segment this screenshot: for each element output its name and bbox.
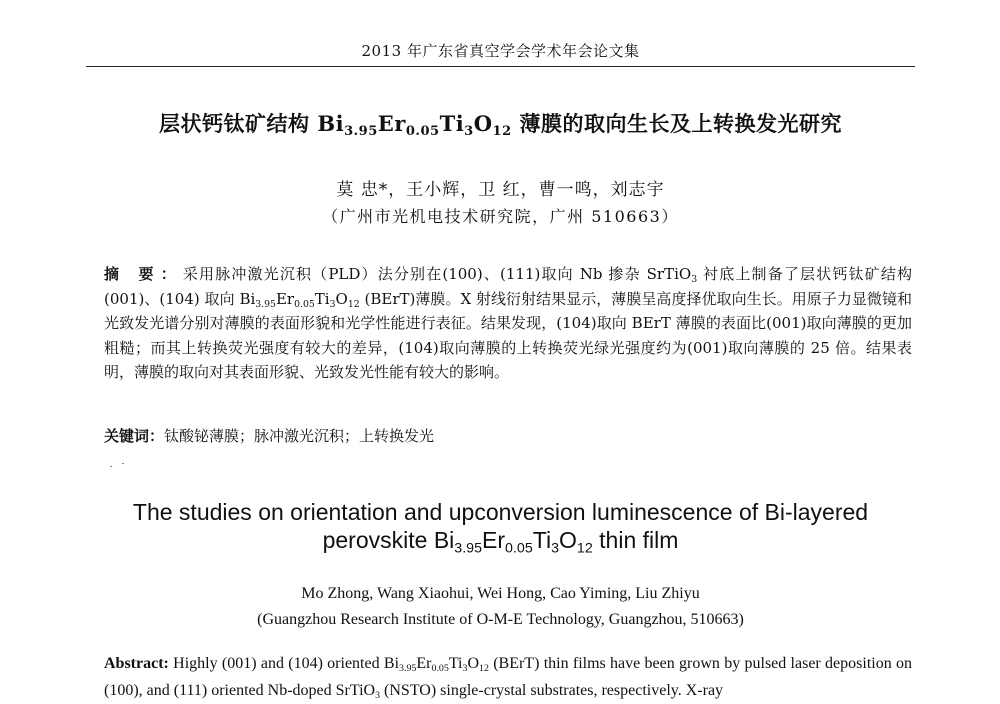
scan-speck [122, 463, 124, 464]
chinese-keywords: 关键词：钛酸铋薄膜；脉冲激光沉积；上转换发光 [104, 427, 435, 445]
english-abstract: Abstract: Highly (001) and (104) oriented $Bi_{3.95}Er_{0.05}Ti_3O_{12}$ (BErT) thin films have been grown by pulsed laser deposition on (100), and (111) oriented Nb-doped SrTiO$_3$ (NSTO) single-crystal substrates, respectively. X-ray [104, 655, 913, 701]
chinese-authors: 莫 忠*，王小辉，卫 红，曹一鸣，刘志宇 [336, 180, 665, 200]
keywords-label: 关键词： [104, 427, 165, 445]
formula: $Bi_{3.95}Er_{0.05}Ti_3O_{12}$ [317, 111, 512, 139]
formula: $Bi_{3.95}Er_{0.05}Ti_3O_{12}$ [383, 655, 489, 674]
formula: $Bi_{3.95}Er_{0.05}Ti_3O_{12}$ [239, 289, 360, 310]
english-affiliation: (Guangzhou Research Institute of O-M-E Technology, Guangzhou, 510663) [257, 611, 744, 628]
abstract-label: 摘 要： [104, 265, 183, 283]
abstract-label: Abstract: [104, 655, 169, 672]
chinese-abstract: 摘 要：采用脉冲激光沉积（PLD）法分别在(100)、(111)取向 Nb 掺杂 SrTiO$_3$ 衬底上制备了层状钙钛矿结构(001)、(104) 取向 $Bi_{3.95}Er_{0.05}Ti_3O_{12}$ (BErT)薄膜。X 射线衍射结果显示，薄膜呈高度择优取向生长。用原子力显微镜和光致发光谱分别对薄膜的表面形貌和光学性能进行表征。结果发现，(104)取向 BErT 薄膜的表面比(001)取向薄膜的更加粗糙；而其上转换荧光强度有较大的差异，(104)取向薄膜的上转换荧光绿光强度约为(001)取向薄膜的 25 倍。结果表明，薄膜的取向对其表面形貌、光致发光性能有较大的影响。 [104, 265, 912, 381]
header-rule [86, 66, 915, 67]
scan-speck [110, 466, 112, 467]
chinese-title: 层状钙钛矿结构 $Bi_{3.95}Er_{0.05}Ti_3O_{12}$ 薄膜的取向生长及上转换发光研究 [159, 111, 842, 139]
formula: $Bi_{3.95}Er_{0.05}Ti_3O_{12}$ [433, 527, 593, 557]
running-header: 2013 年广东省真空学会学术年会论文集 [361, 42, 640, 60]
english-title: The studies on orientation and upconversion luminescence of Bi-layered perovskite $Bi_{3.95}Er_{0.05}Ti_3O_{12}$ thin film [132, 499, 869, 557]
english-authors: Mo Zhong, Wang Xiaohui, Wei Hong, Cao Yiming, Liu Zhiyu [301, 585, 700, 602]
chinese-affiliation: （广州市光机电技术研究院，广州 510663） [322, 207, 679, 226]
